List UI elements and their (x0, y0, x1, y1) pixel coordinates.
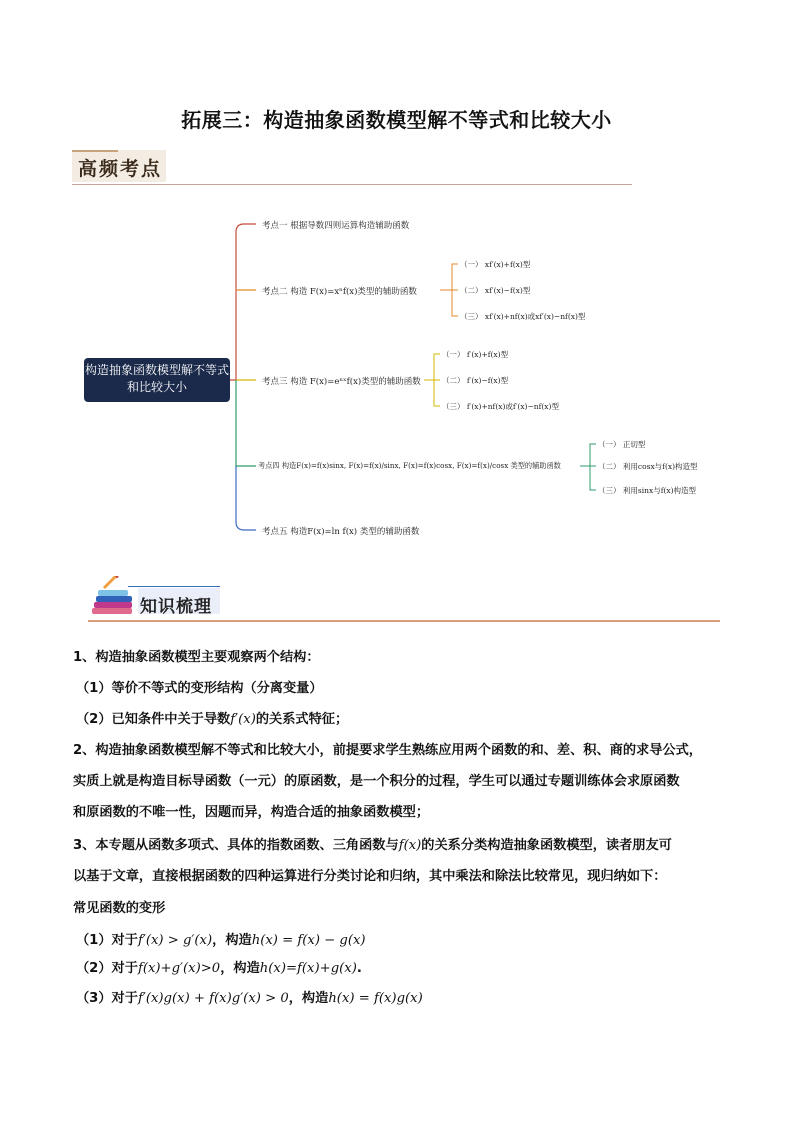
text-segment: 3、本专题从函数多项式、具体的指数函数、三角函数与 (73, 838, 399, 853)
mindmap-topic-3: 考点三 构造 F(x)=eⁿˣf(x)类型的辅助函数 (262, 377, 421, 387)
text-segment: . (356, 961, 362, 976)
paragraph-3-line-2: 以基于文章，直接根据函数的四种运算进行分类讨论和归纳，其中乘法和除法比较常见，现归纳如下： (73, 869, 667, 884)
section-header-topline (128, 586, 220, 587)
paragraph-1: 1、构造抽象函数模型主要观察两个结构： (73, 650, 320, 665)
mindmap-topic-4-item-3: （三） 利用sinx与f(x)构造型 (598, 486, 697, 495)
math-expression: h(x) = f(x) − g(x) (251, 933, 366, 948)
case-1 (76, 931, 366, 951)
mindmap-topic-5: 考点五 构造F(x)=ln f(x) 类型的辅助函数 (262, 527, 420, 537)
math-expression: h(x) = f(x)g(x) (328, 991, 423, 1006)
math-expression: f(x)+g′(x)>0 (137, 961, 221, 976)
math-expression: f′(x) (230, 712, 256, 727)
mindmap-topic-4: 考点四 构造F(x)=f(x)sinx, F(x)=f(x)/sinx, F(x)=f(x)cosx, F(x)=f(x)/cosx 类型的辅助函数 (258, 461, 561, 470)
section-header-knowledge (88, 576, 720, 628)
paragraph-2-line-3: 和原函数的不唯一性，因题而异，构造合适的抽象函数模型； (73, 805, 430, 820)
subheading-common-transforms: 常见函数的变形 (73, 901, 166, 916)
text-segment: 的关系分类构造抽象函数模型，读者朋友可 (421, 838, 672, 853)
mindmap-topic-2-item-3: （三） xf′(x)+nf(x)或xf′(x)−nf(x)型 (460, 312, 586, 321)
paragraph-1b (76, 710, 348, 730)
section-heading: 知识梳理 (140, 597, 212, 617)
mindmap-topic-1: 考点一 根据导数四则运算构造辅助函数 (262, 221, 410, 231)
paragraph-2-line-1: 2、构造抽象函数模型解不等式和比较大小，前提要求学生熟练应用两个函数的和、差、积、商的求导公式， (73, 743, 702, 758)
section-heading: 高频考点 (78, 158, 163, 180)
text-segment: （3）对于 (76, 991, 138, 1006)
math-expression: f(x) (398, 838, 422, 853)
text-segment: ，构造 (212, 933, 252, 948)
mindmap-topic-4-item-1: （一） 正切型 (598, 440, 646, 449)
paragraph-1a: （1）等价不等式的变形结构（分离变量） (76, 681, 323, 696)
math-expression: f′(x) > g′(x) (137, 933, 213, 948)
mindmap-topic-3-item-1: （一） f′(x)+f(x)型 (442, 350, 509, 359)
text-segment: ，构造 (220, 961, 260, 976)
text-segment: （1）对于 (76, 933, 138, 948)
paragraph-3-line-1 (73, 836, 672, 856)
mindmap-topic-2-item-1: （一） xf′(x)+f(x)型 (460, 260, 531, 269)
text-segment: ，构造 (288, 991, 329, 1006)
mindmap-topic-2-item-2: （二） xf′(x)−f(x)型 (460, 286, 531, 295)
paragraph-2-line-2: 实质上就是构造目标导函数（一元）的原函数，是一个积分的过程，学生可以通过专题训练体会求原函数 (73, 774, 680, 789)
text-segment: （2）对于 (76, 961, 138, 976)
case-2 (76, 959, 362, 979)
text-segment: （2）已知条件中关于导数 (76, 712, 231, 727)
books-pencil-icon (92, 576, 138, 620)
text-segment: 的关系式特征； (255, 712, 349, 727)
math-expression: f′(x)g(x) + f(x)g′(x) > 0 (137, 991, 289, 1006)
mindmap-topic-3-item-2: （二） f′(x)−f(x)型 (442, 376, 509, 385)
mindmap-topic-3-item-3: （三） f′(x)+nf(x)或f′(x)−nf(x)型 (442, 402, 559, 411)
mindmap-topic-4-item-2: （二） 利用cosx与f(x)构造型 (598, 462, 698, 471)
case-3 (76, 989, 423, 1009)
mindmap-topic-2: 考点二 构造 F(x)=xⁿf(x)类型的辅助函数 (262, 287, 417, 297)
math-expression: h(x)=f(x)+g(x) (259, 961, 357, 976)
section-divider (88, 620, 720, 622)
mindmap-root: 构造抽象函数模型解不等式和比较大小 (84, 358, 230, 402)
page-title: 拓展三：构造抽象函数模型解不等式和比较大小 (181, 108, 612, 132)
